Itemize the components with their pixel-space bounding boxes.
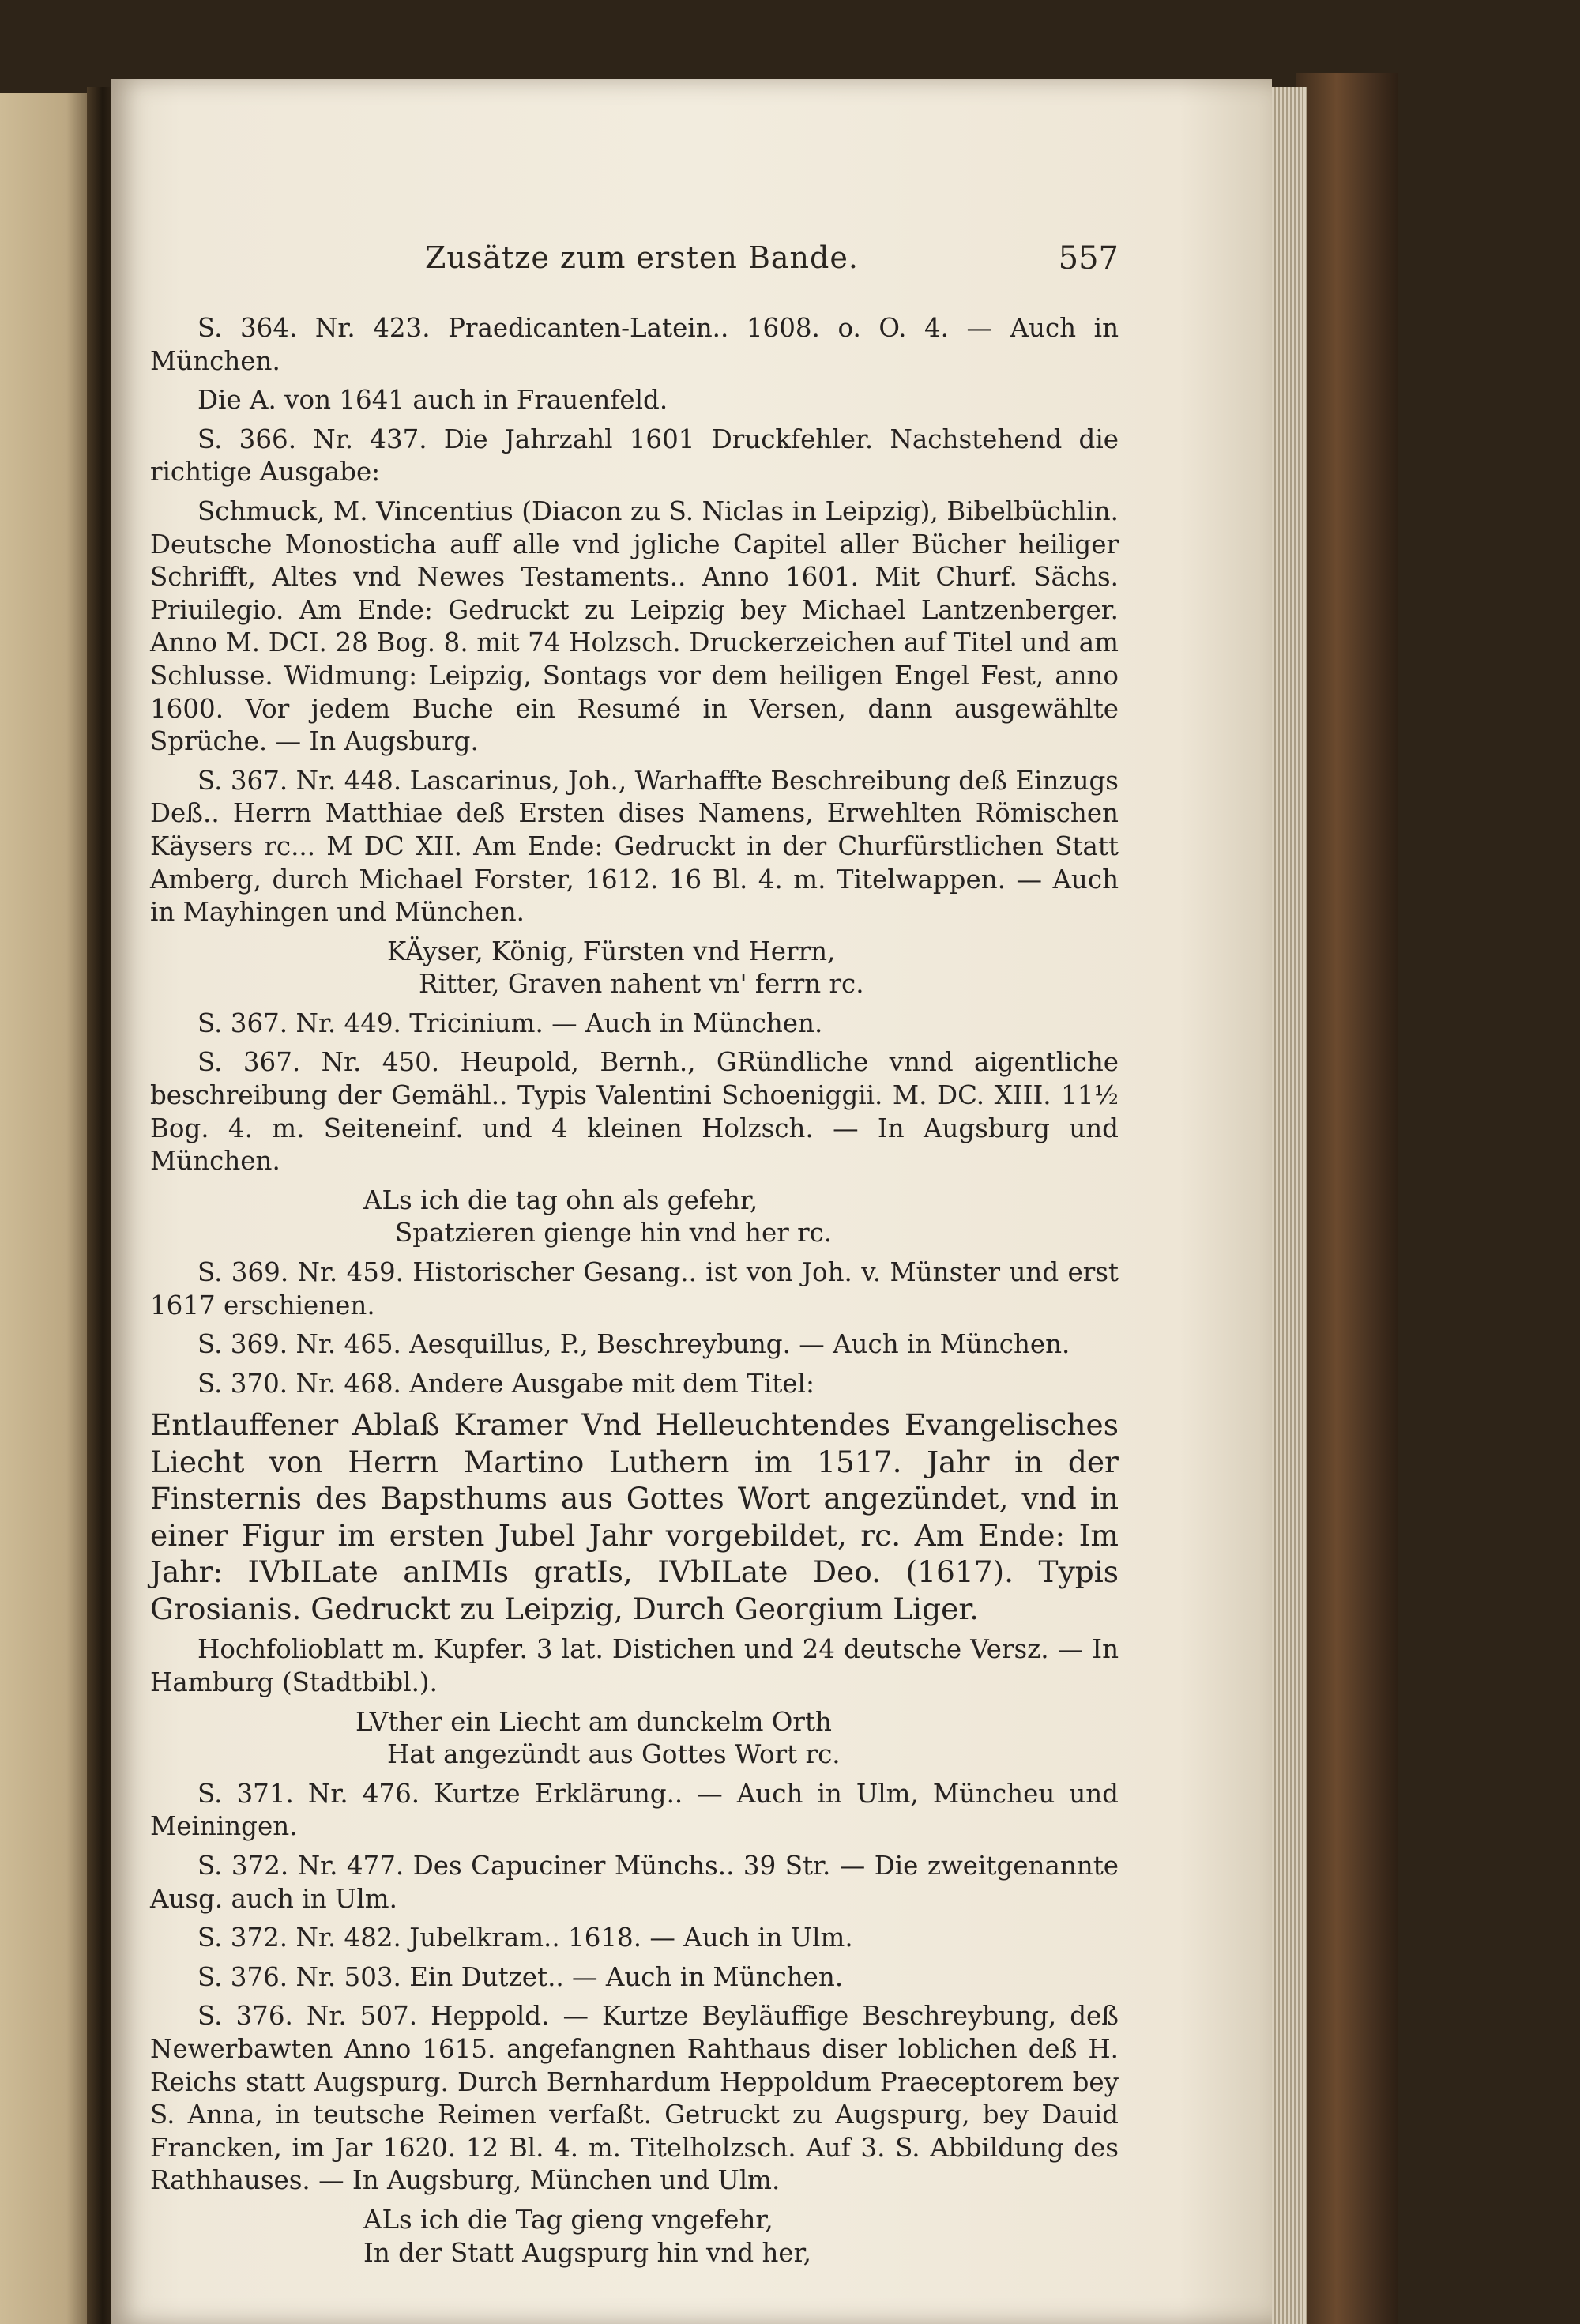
entry-schmuck: Schmuck, M. Vincentius (Diacon zu S. Niclas in Leipzig), Bibelbüchlin. Deutsche Monosticha auff alle vnd jgliche Capitel aller Bücher heiliger Schrifft, Altes vnd Newes Testaments.. Anno 1601. Mit Churf. Sächs. Priuilegio. Am Ende: Gedruckt zu Leipzig bey Michael Lantzenberger. Anno M. DCI. 28 Bog. 8. mit 74 Holzsch. Druckerzeichen auf Titel und am Schlusse. Widmung: Leipzig, Sontags vor dem heiligen Engel Fest, anno 1600. Vor jedem Buche ein Resumé in Versen, dann ausgewählte Sprüche. — In Augsburg. xyxy=(150,495,1119,757)
entry-369-465: S. 369. Nr. 465. Aesquillus, P., Beschreybung. — Auch in München. xyxy=(198,1329,1070,1360)
entry-370-468: S. 370. Nr. 468. Andere Ausgabe mit dem Titel: xyxy=(198,1368,814,1399)
entry-364-423: S. 364. Nr. 423. Praedicanten-Latein.. 1608. o. O. 4. — Auch in München. xyxy=(150,313,1119,376)
title-block: Entlauffener Ablaß Kramer Vnd Helleuchtendes Evangelisches Liecht von Herrn Martino Luthern im 1517. Jahr in der Finsternis des Bapsthums aus Gottes Wort angezündet, vnd in einer Figur im ersten Jubel Jahr vorgebildet, rc. Am Ende: Im Jahr: IVbILate anIMIs gratIs, IVbILate Deo. (1617). Typis Grosianis. Gedruckt zu Leipzig, Durch Georgium Liger. xyxy=(150,1407,1119,1626)
entry-hochfolio: Hochfolioblatt m. Kupfer. 3 lat. Distichen und 24 deutsche Versz. — In Hamburg (Stadtbibl.). xyxy=(150,1634,1119,1697)
verse-kayser xyxy=(150,936,1119,1001)
entry-371-476: S. 371. Nr. 476. Kurtze Erklärung.. — Auch in Ulm, Müncheu und Meiningen. xyxy=(150,1778,1119,1842)
page-number: 557 xyxy=(1058,240,1119,277)
running-header xyxy=(425,237,1119,284)
verse-line: ALs ich die tag ohn als gefehr, xyxy=(363,1185,758,1215)
header-title: Zusätze zum ersten Bande. xyxy=(425,240,859,275)
entry-366-437: S. 366. Nr. 437. Die Jahrzahl 1601 Druckfehler. Nachstehend die richtige Ausgabe: xyxy=(150,424,1119,488)
verse-line: Spatzieren gienge hin vnd her rc. xyxy=(395,1218,833,1249)
verse-line: In der Statt Augspurg hin vnd her, xyxy=(363,2237,811,2268)
verse-line: LVther ein Liecht am dunckelm Orth xyxy=(356,1706,832,1737)
verse-line: KÄyser, König, Fürsten vnd Herrn, xyxy=(387,936,836,966)
left-page-edge xyxy=(0,93,95,2324)
entry-372-477: S. 372. Nr. 477. Des Capuciner Münchs.. 39 Str. — Die zweitgenannte Ausg. auch in Ulm. xyxy=(150,1850,1119,1914)
entry-frauenfeld: Die A. von 1641 auch in Frauenfeld. xyxy=(198,385,668,416)
entry-376-503: S. 376. Nr. 503. Ein Dutzet.. — Auch in München. xyxy=(198,1961,844,1992)
book-cover-board xyxy=(1296,73,1398,2324)
entry-376-507: S. 376. Nr. 507. Heppold. — Kurtze Beyläuffige Beschreybung, deß Newerbawten Anno 1615. angefangnen Rahthaus diser loblichen deß H. Reichs statt Augspurg. Durch Bernhardum Heppoldum Praeceptorem bey S. Anna, in teutsche Reimen verfaßt. Getruckt zu Augspurg, bey Dauid Francken, im Jar 1620. 12 Bl. 4. m. Titelholzsch. Auf 3. S. Abbildung des Rathhauses. — In Augsburg, München und Ulm. xyxy=(150,2001,1119,2196)
verse-luther xyxy=(150,1706,1119,1772)
entry-367-448: S. 367. Nr. 448. Lascarinus, Joh., Warhaffte Beschreibung deß Einzugs Deß.. Herrn Matthiae deß Ersten dises Namens, Erwehlten Römischen Käysers rc... M DC XII. Am Ende: Gedruckt in der Churfürstlichen Statt Amberg, durch Michael Forster, 1612. 16 Bl. 4. m. Titelwappen. — Auch in Mayhingen und München. xyxy=(150,765,1119,928)
entry-367-449: S. 367. Nr. 449. Tricinium. — Auch in München. xyxy=(198,1008,823,1038)
verse-augspurg xyxy=(150,2204,1119,2269)
verse-line: Hat angezündt aus Gottes Wort rc. xyxy=(387,1739,841,1770)
text-block xyxy=(150,312,1119,2276)
verse-line: Ritter, Graven nahent vn' ferrn rc. xyxy=(419,969,864,1000)
verse-line: ALs ich die Tag gieng vngefehr, xyxy=(363,2204,773,2235)
page-edges xyxy=(1268,87,1307,2324)
entry-367-450: S. 367. Nr. 450. Heupold, Bernh., GRündliche vnnd aigentliche beschreibung der Gemähl.. Typis Valentini Schoeniggii. M. DC. XIII. 11½ Bog. 4. m. Seiteneinf. und 4 kleinen Holzsch. — In Augsburg und München. xyxy=(150,1047,1119,1177)
entry-372-482: S. 372. Nr. 482. Jubelkram.. 1618. — Auch in Ulm. xyxy=(198,1923,853,1953)
entry-369-459: S. 369. Nr. 459. Historischer Gesang.. ist von Joh. v. Münster und erst 1617 erschienen. xyxy=(150,1257,1119,1320)
verse-tag xyxy=(150,1185,1119,1250)
